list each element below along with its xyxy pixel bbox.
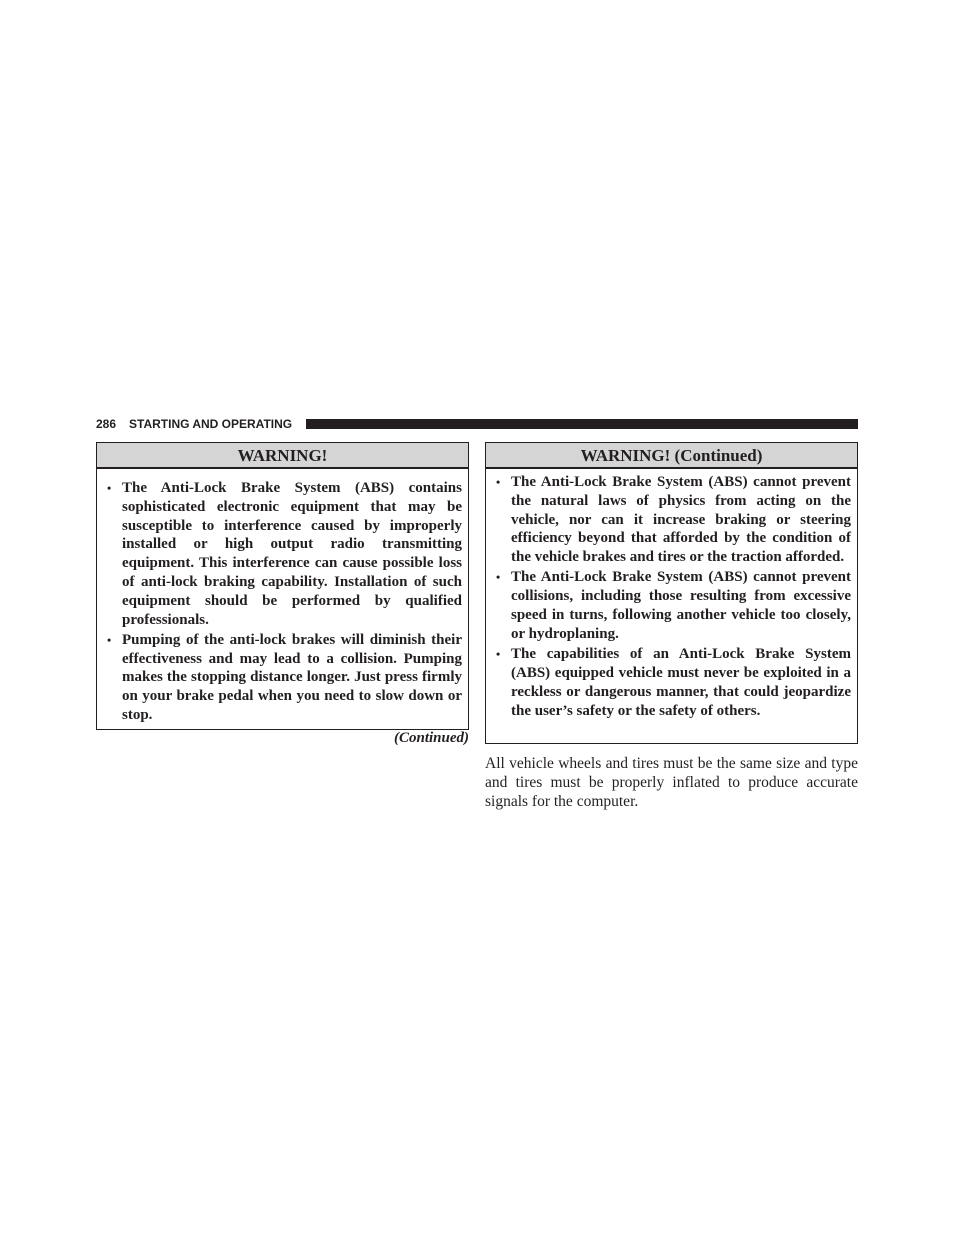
warning-item-text: Pumping of the anti-lock brakes will diminish their effectiveness and may lead to a collision. Pumping makes the stopping distance longer. Just press firmly on your brake pedal when you need to slow down or stop. (122, 631, 462, 724)
warning-box-right (485, 442, 858, 744)
warning-item (486, 568, 857, 643)
page-header (96, 417, 858, 431)
warning-title: WARNING! (97, 443, 468, 469)
bullet-icon: • (496, 475, 501, 489)
warning-item-text: The Anti-Lock Brake System (ABS) cannot prevent collisions, including those resulting from excessive speed in turns, following another vehicle too closely, or hydroplaning. (511, 569, 851, 642)
bullet-icon: • (107, 632, 112, 647)
warning-item-text: The capabilities of an Anti-Lock Brake System (ABS) equipped vehicle must never be exploited in a reckless or dangerous manner, that could jeopardize the user’s safety or the safety of others. (511, 646, 851, 719)
section-title: STARTING AND OPERATING (129, 417, 293, 431)
continued-label: (Continued) (393, 730, 469, 746)
bullet-icon: • (496, 647, 501, 662)
warning-item (97, 479, 468, 629)
page-number: 286 (96, 417, 117, 431)
warning-item (486, 645, 857, 720)
warning-list (97, 469, 468, 725)
warning-item (486, 473, 857, 567)
warning-box-left (96, 442, 469, 730)
header-rule (306, 419, 858, 429)
warning-list (486, 469, 857, 720)
warning-item (97, 631, 468, 725)
bullet-icon: • (107, 481, 112, 495)
body-paragraph: All vehicle wheels and tires must be the same size and type and tires must be properly inflated to produce accurate signals for the computer. (485, 755, 858, 810)
warning-title: WARNING! (Continued) (486, 443, 857, 469)
bullet-icon: • (496, 570, 501, 585)
warning-item-text: The Anti-Lock Brake System (ABS) cannot prevent the natural laws of physics from acting on the vehicle, nor can it increase braking or steering efficiency beyond that afforded by the condition of the vehicle brakes and tires or the traction afforded. (511, 474, 851, 566)
warning-item-text: The Anti-Lock Brake System (ABS) contains sophisticated electronic equipment that may be susceptible to interference caused by improperly installed or high output radio transmitting equipment. This interference can cause possible loss of anti-lock braking capability. Installation of such equipment should be performed by qualified professionals. (122, 480, 462, 628)
